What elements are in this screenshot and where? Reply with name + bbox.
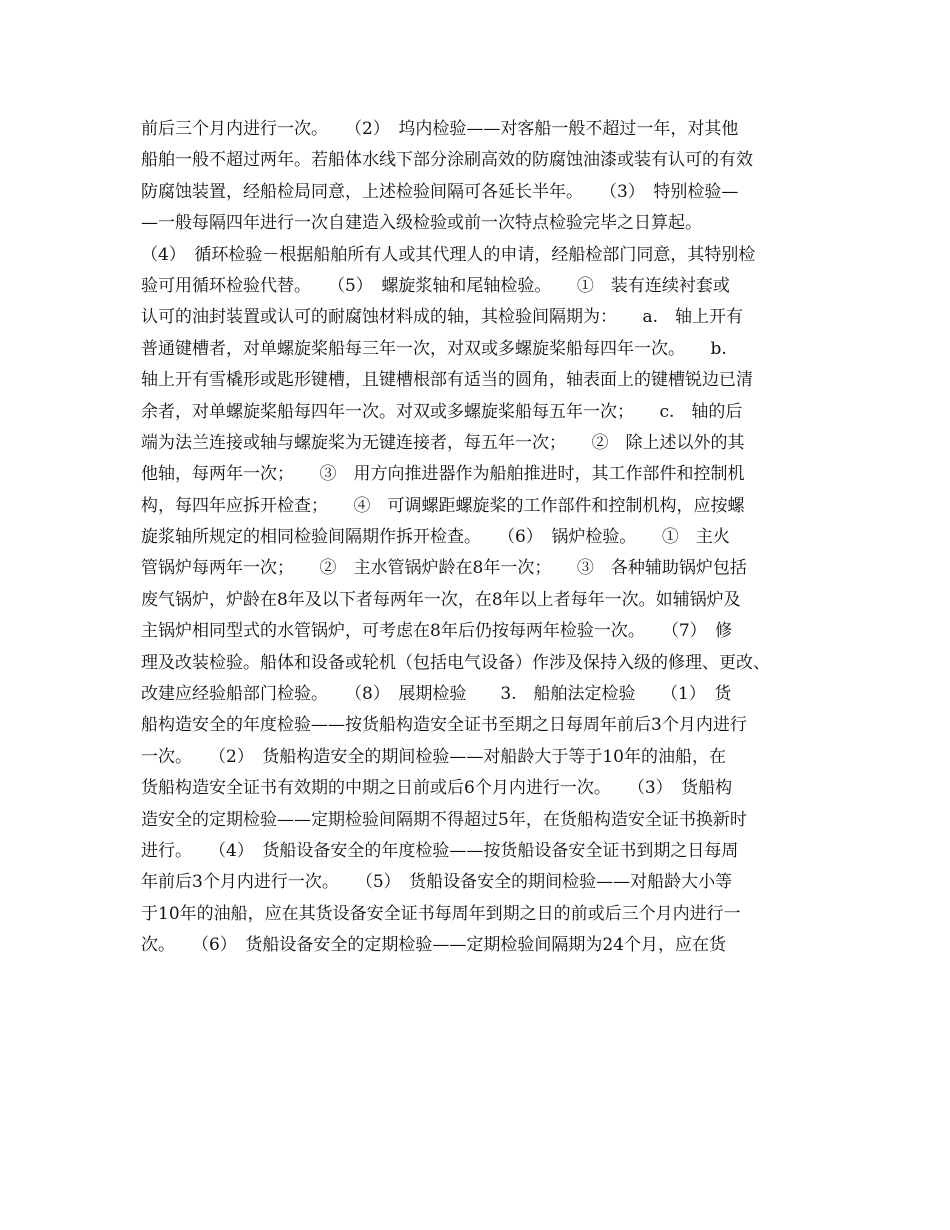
text-line-22: 货船构造安全证书有效期的中期之日前或后6个月内进行一次。 （3） 货船构 [141, 778, 733, 799]
text-line-16: 废气锅炉，炉龄在8年及以下者每两年一次，在8年以上者每年一次。如辅锅炉及 [141, 589, 741, 610]
text-line-18: 理及改装检验。船体和设备或轮机（包括电气设备）作涉及保持入级的修理、更改、 [141, 652, 770, 673]
text-line-1: 前后三个月内进行一次。 （2） 坞内检验——对客船一般不超过一年，对其他 [141, 119, 739, 139]
text-line-9: 轴上开有雪橇形或匙形键槽，且键槽根部有适当的圆角，轴表面上的键槽锐边已清 [141, 370, 753, 391]
text-line-5: （4） 循环检验－根据船舶所有人或其代理人的申请，经船检部门同意，其特别检 [141, 244, 756, 265]
text-line-25: 年前后3个月内进行一次。 （5） 货船设备安全的期间检验——对船龄大小等 [141, 872, 733, 893]
text-line-21: 一次。 （2） 货船构造安全的期间检验——对船龄大于等于10年的油船，在 [141, 746, 726, 767]
text-line-8: 普通键槽者，对单螺旋桨船每三年一次，对双或多螺旋桨船每四年一次。 b. [141, 338, 727, 359]
text-line-13: 构，每四年应拆开检查； ④ 可调螺距螺旋桨的工作部件和控制机构，应按螺 [141, 495, 745, 516]
text-line-20: 船构造安全的年度检验——按货船构造安全证书至期之日每周年前后3个月内进行 [141, 715, 747, 736]
text-line-24: 进行。 （4） 货船设备安全的年度检验——按货船设备安全证书到期之日每周 [141, 840, 739, 861]
text-line-14: 旋浆轴所规定的相同检验间隔期作拆开检查。 （6） 锅炉检验。 ① 主火 [141, 527, 730, 548]
text-line-11: 端为法兰连接或轴与螺旋桨为无键连接者，每五年一次； ② 除上述以外的其 [141, 432, 745, 453]
text-line-27: 次。 （6） 货船设备安全的定期检验——定期检验间隔期为24个月，应在货 [141, 935, 726, 956]
text-line-26: 于10年的油船，应在其货设备安全证书每周年到期之日的前或后三个月内进行一 [141, 903, 741, 924]
text-line-6: 验可用循环检验代替。 （5） 螺旋浆轴和尾轴检验。 ① 装有连续衬套或 [141, 275, 730, 296]
body-text [141, 114, 821, 962]
text-line-10: 余者，对单螺旋桨船每四年一次。对双或多螺旋桨船每五年一次； c. 轴的后 [141, 401, 743, 422]
text-line-15: 管锅炉每两年一次； ② 主水管锅炉龄在8年一次； ③ 各种辅助锅炉包括 [141, 558, 747, 579]
text-line-7: 认可的油封装置或认可的耐腐蚀材料成的轴，其检验间隔期为： a. 轴上开有 [141, 307, 744, 328]
text-line-12: 他轴，每两年一次； ③ 用方向推进器作为船舶推进时，其工作部件和控制机 [141, 464, 745, 485]
text-line-2: 船舶一般不超过两年。若船体水线下部分涂刷高效的防腐蚀油漆或装有认可的有效 [141, 150, 753, 171]
text-line-19: 改建应经验船部门检验。 （8） 展期检验 3. 船舶法定检验 （1） 货 [141, 684, 732, 705]
text-line-4: —一般每隔四年进行一次自建造入级检验或前一次特点检验完毕之日算起。 [141, 213, 702, 234]
text-line-17: 主锅炉相同型式的水管锅炉，可考虑在8年后仍按每两年检验一次。 （7） 修 [141, 621, 733, 642]
text-line-3: 防腐蚀装置，经船检局同意，上述检验间隔可各延长半年。 （3） 特别检验— [141, 181, 739, 202]
text-line-23: 造安全的定期检验——定期检验间隔期不得超过5年，在货船构造安全证书换新时 [141, 809, 747, 830]
